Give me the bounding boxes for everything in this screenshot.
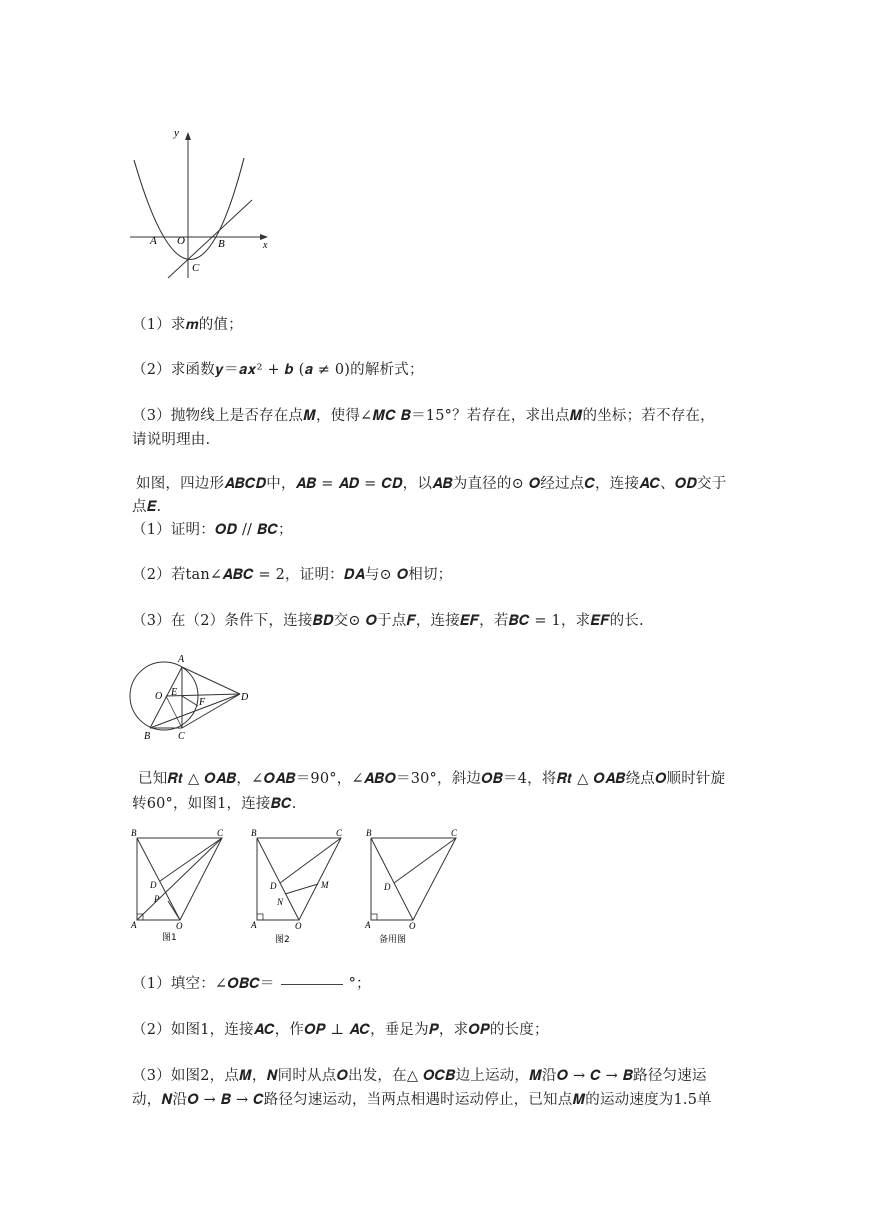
fig1-point-a: A [131,920,137,930]
triangle-figure-1 [130,828,224,943]
fig3-point-d: D [384,882,391,892]
point-c-label: C [192,262,200,274]
p3-question-1-suffix: °； [348,976,371,992]
fig2-point-o: O [295,921,302,931]
p1-question-3-line1: （3）抛物线上是否存在点𝑴，使得∠𝑴𝑪 𝑩＝15°？若存在，求出点𝑴的坐标；若不存在， [132,408,715,424]
fig2-caption: 图2 [275,935,290,945]
fig2-point-m: M [321,880,329,890]
answer-blank [281,984,343,985]
p3-question-3-line1: （3）如图2，点𝑴，𝑵同时从点𝑶出发，在△ 𝑶𝑪𝑩边上运动，𝑴沿𝑶 → 𝑪 → 𝑩路径匀速运 [132,1068,707,1084]
circle-figure [126,652,256,744]
fig1-point-o: O [176,921,183,931]
circle-point-b: B [144,731,151,742]
p2-question-1: （1）证明：𝑶𝑫 // 𝑩𝑪； [132,522,293,538]
fig2-point-b: B [251,828,257,838]
fig3-point-c: C [451,828,458,838]
triangle-figure-2 [250,828,343,945]
fig1-point-p: P [154,894,160,904]
p2-intro-line2: 点𝑬. [132,499,162,515]
y-axis-label: y [174,130,179,139]
fig2-point-n: N [277,897,284,907]
point-b-label: B [218,238,225,250]
triangle-figures [128,828,468,950]
circle-center-o: O [155,691,163,702]
p3-question-1 [132,972,371,993]
p3-question-2: （2）如图1，连接𝑨𝑪，作𝑶𝑷 ⊥ 𝑨𝑪，垂足为𝑷，求𝑶𝑷的长度； [132,1022,549,1038]
p3-intro-line2: 转60°，如图1，连接𝑩𝑪. [132,796,297,812]
origin-label: O [177,235,185,247]
fig1-point-b: B [131,828,137,838]
p1-question-1: （1）求𝒎的值； [132,317,243,333]
fig3-point-o: O [409,921,416,931]
fig1-point-c: C [217,828,224,838]
x-axis-label: x [263,240,268,251]
p1-question-2: （2）求函数𝒚＝𝒂𝒙² + 𝒃 (𝒂 ≠ 0)的解析式； [132,362,424,378]
fig2-point-a: A [251,920,257,930]
circle-point-f: F [199,697,206,708]
circle-point-d: D [241,692,249,703]
p3-intro-line1: 已知𝑹𝒕 △ 𝑶𝑨𝑩，∠𝑶𝑨𝑩＝90°，∠𝑨𝑩𝑶＝30°，斜边𝑶𝑩＝4，将𝑹𝒕 △ 𝑶𝑨𝑩绕点𝑶顺时针旋 [138,771,726,787]
fig1-point-d: D [150,880,157,890]
parabola-figure [128,130,278,282]
triangle-figure-backup [364,828,458,945]
p3-question-1-prefix: （1）填空：∠𝑶𝑩𝑪＝ [132,976,275,992]
p3-question-3-line2: 动，𝑵沿𝑶 → 𝑩 → 𝑪路径匀速运动，当两点相遇时运动停止，已知点𝑴的运动速度为1.5单 [132,1092,712,1108]
fig2-point-c: C [336,828,343,838]
circle-point-a: A [178,654,185,665]
circle-point-e: E [171,687,178,698]
fig3-point-b: B [366,828,372,838]
fig3-point-a: A [365,920,371,930]
p2-question-2: （2）若tan∠𝑨𝑩𝑪 = 2，证明：𝑫𝑨与⊙ 𝑶相切； [132,567,453,583]
p2-question-3: （3）在（2）条件下，连接𝑩𝑫交⊙ 𝑶于点𝑭，连接𝑬𝑭，若𝑩𝑪 = 1，求𝑬𝑭的长. [132,613,644,629]
point-a-label: A [150,235,157,247]
fig2-point-d: D [270,881,277,891]
p1-question-3-line2: 请说明理由. [132,432,211,448]
p2-intro-line1: 如图，四边形𝑨𝑩𝑪𝑫中，𝑨𝑩 = 𝑨𝑫 = 𝑪𝑫，以𝑨𝑩为直径的⊙ 𝑶经过点𝑪，连接𝑨𝑪、𝑶𝑫交于 [136,476,727,492]
backup-caption: 备用图 [379,935,407,945]
fig1-caption: 图1 [162,933,177,943]
circle-point-c: C [178,731,185,742]
